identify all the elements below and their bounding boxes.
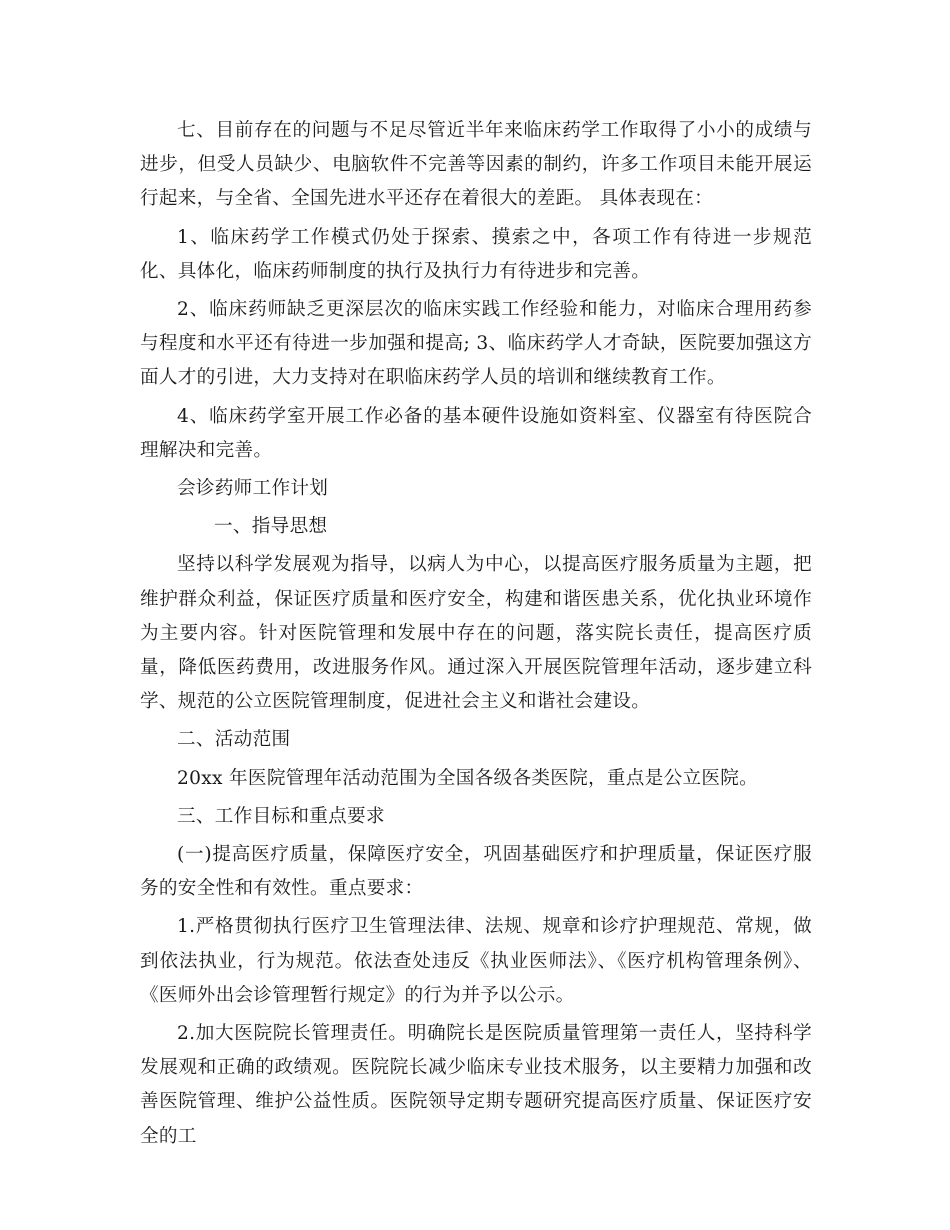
paragraph-item-2-3: 2、临床药师缺乏更深层次的临床实践工作经验和能力，对临床合理用药参与程度和水平还有待进一步加强和提高; 3、临床药学人才奇缺，医院要加强这方面人才的引进，大力支持对在职临床药学人员的培训和继续教育工作。 (140, 299, 812, 389)
paragraph-problems: 七、目前存在的问题与不足尽管近半年来临床药学工作取得了小小的成绩与进步，但受人员缺少、电脑软件不完善等因素的制约，许多工作项目未能开展运行起来，与全省、全国先进水平还存在着很大的差距。 具体表现在： (140, 120, 812, 210)
paragraph-item-4: 4、临床药学室开展工作必备的基本硬件设施如资料室、仪器室有待医院合理解决和完善。 (140, 405, 812, 461)
paragraph-requirement-1: 1.严格贯彻执行医疗卫生管理法律、法规、规章和诊疗护理规范、常规，做到依法执业，行为规范。依法查处违反《执业医师法》、《医疗机构管理条例》、《医师外出会诊管理暂行规定》的行为并予以公示。 (140, 916, 812, 1006)
document-page (140, 114, 812, 1158)
paragraph-guiding-ideology: 坚持以科学发展观为指导，以病人为中心，以提高医疗服务质量为主题，把维护群众利益，保证医疗质量和医疗安全，构建和谐医患关系，优化执业环境作为主要内容。针对医院管理和发展中存在的问题，落实院长责任，提高医疗质量，降低医药费用，改进服务作风。通过深入开展医院管理年活动，逐步建立科学、规范的公立医院管理制度，促进社会主义和谐社会建设。 (140, 554, 812, 713)
section-title-plan: 会诊药师工作计划 (177, 478, 329, 500)
heading-goals: 三、工作目标和重点要求 (177, 805, 385, 827)
paragraph-requirement-2: 2.加大医院院长管理责任。明确院长是医院质量管理第一责任人，坚持科学发展观和正确的政绩观。医院院长减少临床专业技术服务，以主要精力加强和改善医院管理、维护公益性质。医院领导定期专题研究提高医疗质量、保证医疗安全的工 (140, 1023, 812, 1147)
paragraph-activity-scope: 20xx 年医院管理年活动范围为全国各级各类医院，重点是公立医院。 (177, 767, 759, 789)
heading-guiding-ideology: 一、指导思想 (214, 516, 328, 538)
heading-activity-scope: 二、活动范围 (177, 729, 291, 751)
paragraph-item-1: 1、临床药学工作模式仍处于探索、摸索之中，各项工作有待进一步规范化、具体化，临床药师制度的执行及执行力有待进步和完善。 (140, 226, 812, 282)
paragraph-goal-1: (一)提高医疗质量，保障医疗安全，巩固基础医疗和护理质量，保证医疗服务的安全性和有效性。重点要求： (140, 844, 812, 900)
